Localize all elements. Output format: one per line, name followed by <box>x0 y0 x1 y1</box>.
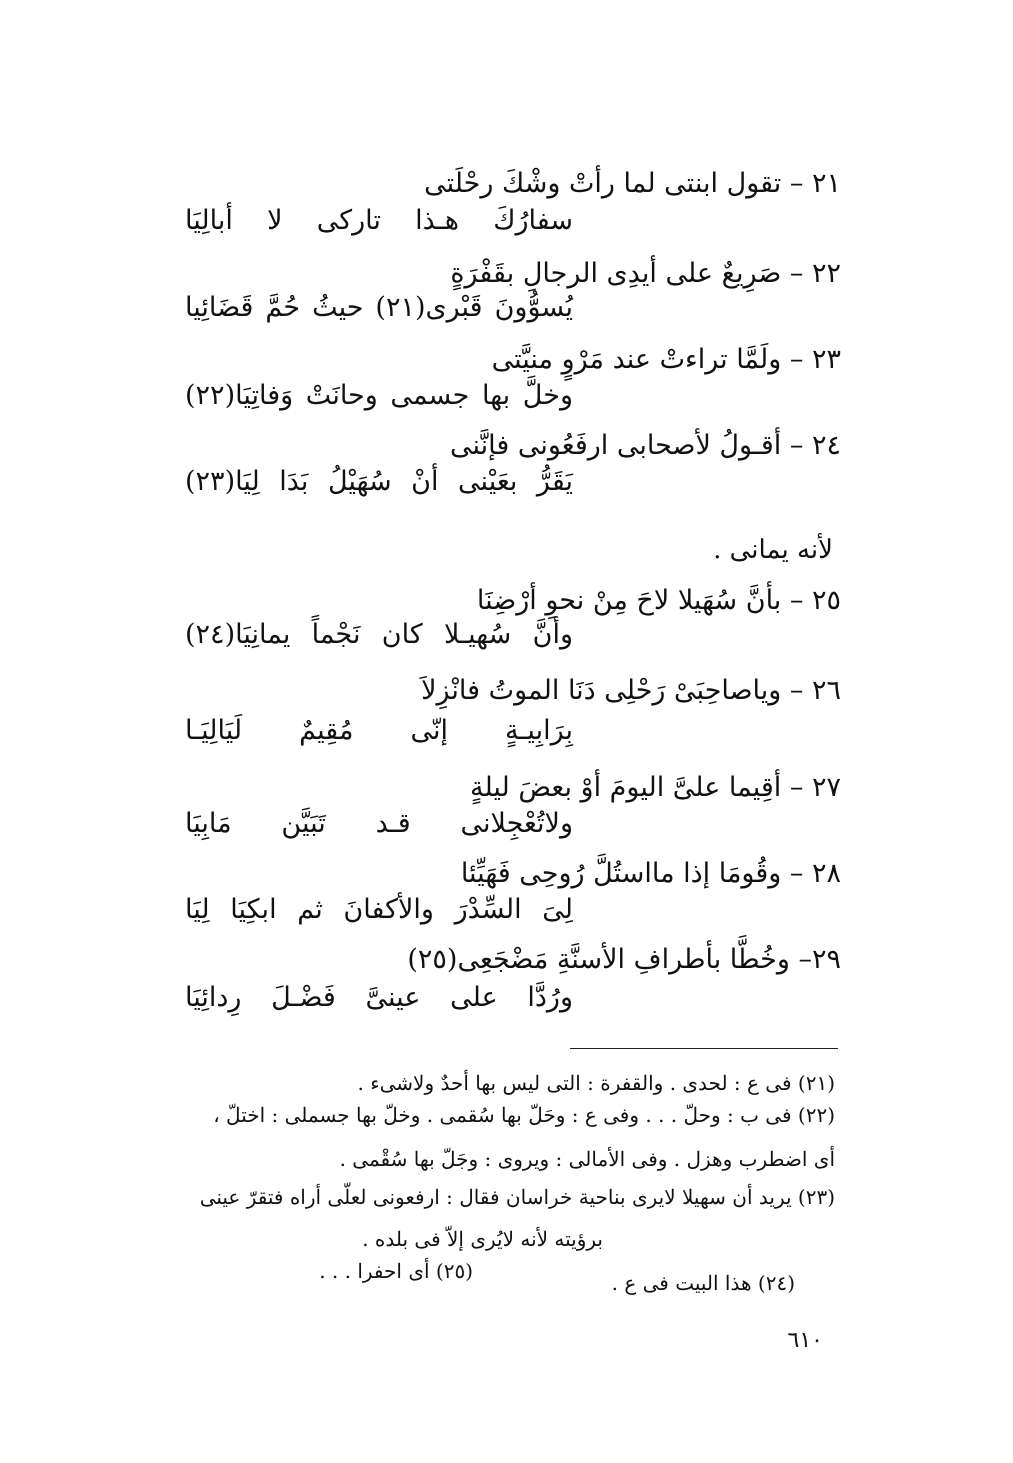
page-number: ٦١٠ <box>787 1328 823 1353</box>
footnote-23-line-1: (٢٣) يريد أن سهيلا لايرى بناحية خراسان فقال : ارفعونى لعلّى أراه فتقرّ عينى <box>199 1185 835 1209</box>
verse-22-second-hemistich: يُسوُّونَ قَبْرى(٢١) حيثُ حُمَّ قَضَائِيا <box>185 292 573 323</box>
verse-23-second-hemistich: وخلَّ بها جسمى وحانَتْ وَفاتِيَا(٢٢) <box>185 380 573 411</box>
verse-28-first-hemistich: ٢٨ – وقُومَا إذا مااستُلَّ رُوحِى فَهَيِّئا <box>460 858 841 889</box>
verse-27-first-hemistich: ٢٧ – أقِيما علىَّ اليومَ أوْ بعضَ ليلةٍ <box>469 772 841 803</box>
verse-22-first-hemistich: ٢٢ – صَرِيعٌ على أيدِى الرجالِ بقَفْرَةٍ <box>450 258 841 289</box>
footnote-separator-rule <box>570 1048 838 1049</box>
footnote-25: (٢٥) أى احفرا . . . <box>319 1259 473 1283</box>
verse-26-first-hemistich: ٢٦ – وياصاحِبَىْ رَحْلِى دَنَا الموتُ فانْزِلاَ <box>421 675 841 706</box>
verse-24-first-hemistich: ٢٤ – أقـولُ لأصحابى ارفَعُونى فإنَّنى <box>449 430 841 461</box>
footnote-21: (٢١) فى ع : لحدى . والقفرة : التى ليس بها أحدٌ ولاشىء . <box>357 1071 835 1095</box>
verse-29-second-hemistich: ورُدَّا على عينىَّ فَضْـلَ رِدائِيَا <box>185 982 573 1013</box>
verse-27-second-hemistich: ولاتُعْجِلانى قـد تَبَيَّن مَابِيَا <box>185 808 573 839</box>
verse-26-second-hemistich: بِرَابِيـةٍ إنّى مُقِيمٌ لَيَالِيَـا <box>185 715 573 746</box>
footnote-24: (٢٤) هذا البيت فى ع . <box>611 1271 795 1295</box>
verse-23-first-hemistich: ٢٣ – ولَمَّا تراءتْ عند مَرْوٍ منيَّتى <box>491 344 841 375</box>
verse-29-first-hemistich: ٢٩– وخُطَّا بأطرافِ الأسنَّةِ مَضْجَعِى(٢٥) <box>407 944 841 975</box>
footnote-23-line-2: برؤيته لأنه لايُرى إلاّ فى بلده . <box>362 1227 603 1251</box>
verse-21-second-hemistich: سفارُكَ هـذا تاركى لا أبالِيَا <box>185 205 573 236</box>
verse-25-second-hemistich: وأنَّ سُهيـلا كان نَجْماً يمانِيَا(٢٤) <box>185 619 573 650</box>
verse-21-first-hemistich: ٢١ – تقول ابنتى لما رأتْ وشْكَ رحْلَتى <box>424 168 841 199</box>
footnote-22-line-2: أى اضطرب وهزل . وفى الأمالى : ويروى : وجَلّ بها سُقْمى . <box>339 1147 835 1171</box>
verse-28-second-hemistich: لِىَ السِّدْرَ والأكفانَ ثم ابكِيَا لِيَا <box>185 894 573 925</box>
verse-24-second-hemistich: يَقَرُّ بعَيْنى أنْ سُهَيْلُ بَدَا لِيَا(٢٣) <box>185 466 573 497</box>
footnote-22-line-1: (٢٢) فى ب : وحلّ . . . وفى ع : وحَلّ بها سُقمى . وخلّ بها جسملى : اختلّ ، <box>213 1103 835 1127</box>
verse-25-first-hemistich: ٢٥ – بأنَّ سُهَيلا لاحَ مِنْ نحوِ أرْضِنَا <box>476 585 841 616</box>
prose-note: لأنه يمانى . <box>713 535 833 565</box>
